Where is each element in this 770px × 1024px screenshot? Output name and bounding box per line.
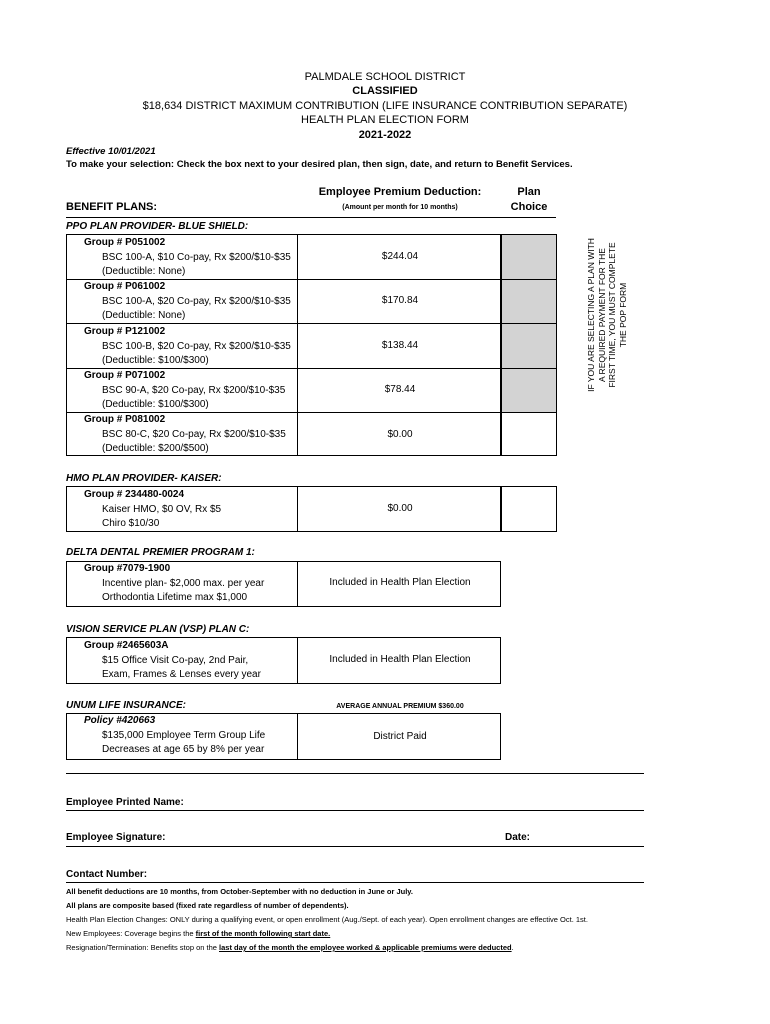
signature-label: Employee Signature: <box>66 832 166 843</box>
form-title: HEALTH PLAN ELECTION FORM <box>301 114 469 126</box>
plan-description: Decreases at age 65 by 8% per year <box>102 744 265 755</box>
life-provider: UNUM LIFE INSURANCE: <box>66 700 186 711</box>
header-divider <box>66 217 556 218</box>
group-number: Group # P071002 <box>84 370 166 381</box>
hmo-provider: HMO PLAN PROVIDER- KAISER: <box>66 473 222 484</box>
plan-description: Exam, Frames & Lenses every year <box>102 669 261 680</box>
life-premium: District Paid <box>373 731 427 742</box>
footer-note-changes: Health Plan Election Changes: ONLY during a qualifying event, or open enrollment (Aug./Sept. of each year). Open enrollment changes are effective Oct. 1st. <box>66 915 588 924</box>
premium-column-subheading: (Amount per month for 10 months) <box>342 204 458 211</box>
ppo-plan-1 <box>84 236 291 280</box>
group-number: Group # 234480-0024 <box>84 489 185 500</box>
life-plan <box>84 714 265 758</box>
ppo-choice-checkbox-2[interactable] <box>501 279 557 324</box>
policy-number: Policy #420663 <box>84 715 156 726</box>
footer-emphasis: first of the month following start date. <box>195 929 331 938</box>
district-name: PALMDALE SCHOOL DISTRICT <box>304 71 466 83</box>
ppo-premium-4: $78.44 <box>384 384 416 395</box>
dental-premium: Included in Health Plan Election <box>329 577 471 588</box>
pop-notice-line: IF YOU ARE SELECTING A PLAN WITH <box>586 238 596 392</box>
ppo-plan-3 <box>84 325 291 369</box>
benefit-plans-heading: BENEFIT PLANS: <box>66 201 158 213</box>
footer-text: New Employees: Coverage begins the <box>66 929 196 938</box>
footer-text: . <box>511 943 514 952</box>
section-divider <box>66 773 644 774</box>
plan-deductible: (Deductible: $100/$300) <box>102 355 209 366</box>
classification: CLASSIFIED <box>352 85 418 97</box>
pop-notice-line: FIRST TIME, YOU MUST COMPLETE <box>607 242 617 388</box>
plan-description: Kaiser HMO, $0 OV, Rx $5 <box>102 503 222 515</box>
printed-name-field[interactable] <box>66 810 644 811</box>
plan-description: BSC 100-A, $10 Co-pay, Rx $200/$10-$35 <box>102 251 291 263</box>
dental-provider: DELTA DENTAL PREMIER PROGRAM 1: <box>66 547 255 558</box>
ppo-premium-2: $170.84 <box>381 295 419 306</box>
ppo-plan-2 <box>84 280 291 324</box>
printed-name-label: Employee Printed Name: <box>66 797 184 808</box>
group-number: Group #7079-1900 <box>84 563 171 574</box>
plan-description: $15 Office Visit Co-pay, 2nd Pair, <box>102 654 249 666</box>
ppo-choice-checkbox-5[interactable] <box>501 412 557 456</box>
vision-plan <box>84 639 261 683</box>
contribution-line: $18,634 DISTRICT MAXIMUM CONTRIBUTION (LIFE INSURANCE CONTRIBUTION SEPARATE) <box>142 100 628 112</box>
ppo-plan-5 <box>84 413 286 457</box>
ppo-premium-3: $138.44 <box>381 340 419 351</box>
hmo-choice-checkbox[interactable] <box>501 486 557 532</box>
plan-description: BSC 80-C, $20 Co-pay, Rx $200/$10-$35 <box>102 428 286 440</box>
ppo-provider: PPO PLAN PROVIDER- BLUE SHIELD: <box>66 221 249 232</box>
plan-description: BSC 100-B, $20 Co-pay, Rx $200/$10-$35 <box>102 340 291 352</box>
effective-date: Effective 10/01/2021 <box>66 146 156 157</box>
plan-deductible: (Deductible: $100/$300) <box>102 399 209 410</box>
group-number: Group # P061002 <box>84 281 166 292</box>
plan-description: $135,000 Employee Term Group Life <box>102 729 266 741</box>
pop-notice-line: A REQUIRED PAYMENT FOR THE <box>596 248 607 382</box>
footer-emphasis: last day of the month the employee worked & applicable premiums were deducted <box>219 943 512 952</box>
plan-deductible: (Deductible: $200/$500) <box>102 443 209 454</box>
plan-deductible: (Deductible: None) <box>102 266 186 277</box>
hmo-premium: $0.00 <box>387 503 413 514</box>
footer-text: Resignation/Termination: Benefits stop on the <box>66 943 220 952</box>
life-average-premium: AVERAGE ANNUAL PREMIUM $360.00 <box>336 703 464 710</box>
pop-notice-line: THE POP FORM <box>617 282 628 348</box>
ppo-premium-5: $0.00 <box>387 429 413 440</box>
group-number: Group #2465603A <box>84 640 169 651</box>
plan-deductible: (Deductible: None) <box>102 310 186 321</box>
ppo-premium-1: $244.04 <box>381 251 419 262</box>
choice-heading-line2: Choice <box>510 201 548 213</box>
ppo-choice-checkbox-3[interactable] <box>501 323 557 369</box>
vision-premium: Included in Health Plan Election <box>329 654 471 665</box>
ppo-choice-checkbox-4[interactable] <box>501 368 557 413</box>
plan-description: Chiro $10/30 <box>102 518 160 529</box>
dental-plan <box>84 562 264 606</box>
choice-heading-line1: Plan <box>517 186 541 198</box>
premium-column-heading: Employee Premium Deduction: <box>318 186 482 198</box>
contact-number-field[interactable] <box>66 882 644 883</box>
group-number: Group # P081002 <box>84 414 166 425</box>
hmo-plan <box>84 488 221 532</box>
plan-description: BSC 90-A, $20 Co-pay, Rx $200/$10-$35 <box>102 384 286 396</box>
plan-year: 2021-2022 <box>358 129 412 141</box>
footer-note-deductions: All benefit deductions are 10 months, from October-September with no deduction in June or July. <box>66 887 413 896</box>
plan-description: BSC 100-A, $20 Co-pay, Rx $200/$10-$35 <box>102 295 291 307</box>
contact-number-label: Contact Number: <box>66 869 148 880</box>
footer-note-termination <box>66 943 514 952</box>
group-number: Group # P051002 <box>84 237 166 248</box>
ppo-plan-4 <box>84 369 285 413</box>
instructions: To make your selection: Check the box next to your desired plan, then sign, date, and return to Benefit Services. <box>66 159 573 170</box>
plan-description: Orthodontia Lifetime max $1,000 <box>102 592 248 603</box>
footer-note-new-employees <box>66 929 330 938</box>
footer-note-composite: All plans are composite based (fixed rate regardless of number of dependents). <box>66 901 349 910</box>
ppo-choice-checkbox-1[interactable] <box>501 234 557 280</box>
date-label: Date: <box>505 832 531 843</box>
plan-description: Incentive plan- $2,000 max. per year <box>102 577 265 589</box>
signature-field[interactable] <box>66 846 644 847</box>
group-number: Group # P121002 <box>84 326 166 337</box>
pop-form-notice <box>586 225 630 405</box>
vision-provider: VISION SERVICE PLAN (VSP) PLAN C: <box>66 624 250 635</box>
